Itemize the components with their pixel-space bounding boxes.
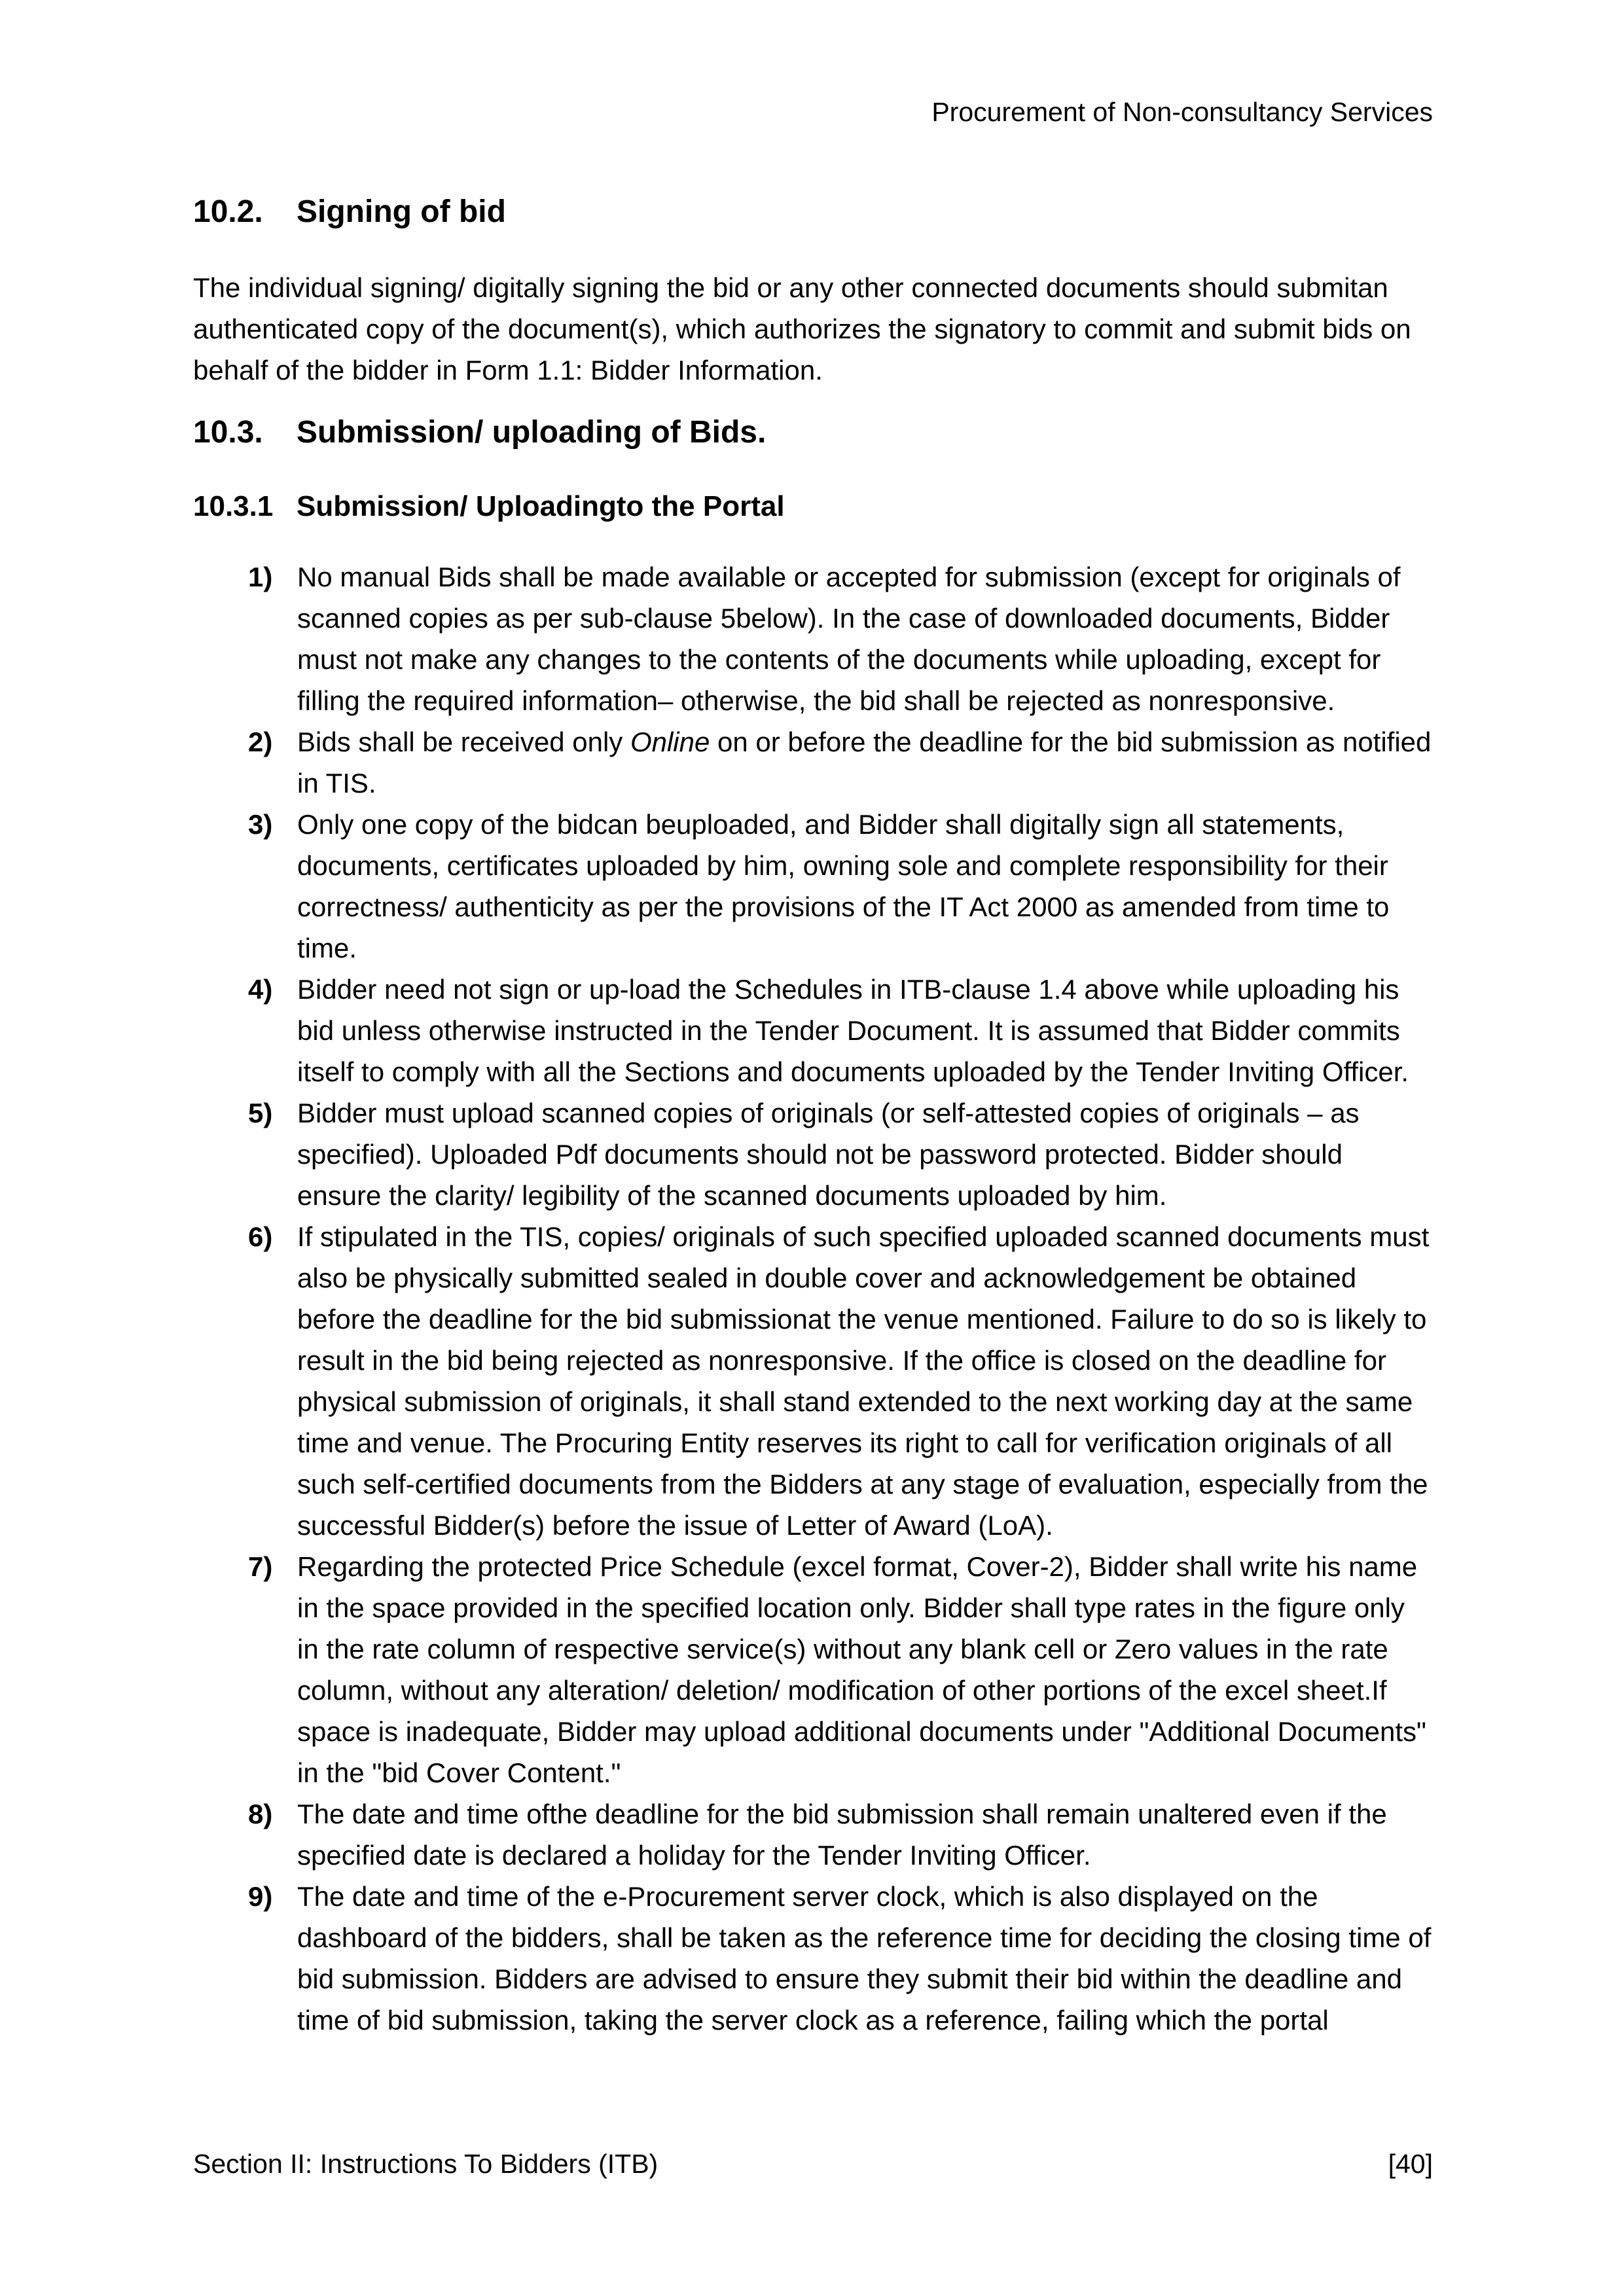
list-item-text	[297, 1092, 1433, 1216]
list-item	[193, 556, 1433, 721]
list-item-number: 1)	[248, 562, 273, 592]
list-item-text-italic-run: Online	[630, 726, 710, 757]
list-item-number: 3)	[248, 809, 273, 840]
heading-10-3-1	[193, 490, 1433, 524]
list-item-text-run: Bidder need not sign or up-load the Schedules in ITB-clause 1.4 above while uploading his bid unless otherwise instructed in the Tender Document. It is assumed that Bidder commits itself to comply with all the Sections and documents uploaded by the Tender Inviting Officer.	[297, 974, 1409, 1087]
list-item-number: 2)	[248, 726, 273, 757]
list-item-number: 4)	[248, 974, 273, 1005]
footer-section-label: Section II: Instructions To Bidders (ITB)	[193, 2149, 659, 2179]
list-item-text	[297, 1876, 1433, 2041]
list-item-text	[297, 556, 1433, 721]
list-item	[193, 1876, 1433, 2041]
heading-10-2-number: 10.2.	[193, 194, 263, 229]
list-item	[193, 721, 1433, 804]
heading-10-3	[193, 414, 1433, 452]
footer-page-number: [40]	[1388, 2149, 1433, 2179]
list-item-text-run: If stipulated in the TIS, copies/ originals of such specified uploaded scanned documents must also be physically submitted sealed in double cover and acknowledgement be obtained before the deadline for the bid submissionat the venue mentioned. Failure to do so is likely to result in the bid being rejected as nonresponsive. If the office is closed on the deadline for physical submission of originals, it shall stand extended to the next working day at the same time and venue. The Procuring Entity reserves its right to call for verification originals of all such self-certified documents from the Bidders at any stage of evaluation, especially from the successful Bidder(s) before the issue of Letter of Award (LoA).	[297, 1221, 1430, 1541]
paragraph-signing-of-bid: The individual signing/ digitally signing the bid or any other connected documents should submitan authenticated copy of the document(s), which authorizes the signatory to commit and submit bids on behalf of the bidder in Form 1.1: Bidder Information.	[193, 272, 1411, 386]
heading-10-3-title: Submission/ uploading of Bids.	[297, 415, 767, 450]
list-item-text	[297, 969, 1433, 1092]
list-item-text	[297, 1216, 1433, 1546]
heading-10-3-1-number: 10.3.1	[193, 490, 274, 522]
list-item-number: 8)	[248, 1799, 273, 1829]
list-item-text-run: on or before the deadline for the bid submission as notified in TIS.	[297, 726, 1432, 798]
list-item	[193, 1092, 1433, 1216]
list-item-text-run: Only one copy of the bidcan beuploaded, and Bidder shall digitally sign all statements, documents, certificates uploaded by him, owning sole and complete responsibility for their correctness/ authenticity as per the provisions of the IT Act 2000 as amended from time to time.	[297, 809, 1390, 963]
list-item	[193, 804, 1433, 969]
heading-10-3-1-title: Submission/ Uploadingto the Portal	[297, 490, 785, 522]
list-item-text-run: Bidder must upload scanned copies of originals (or self-attested copies of originals – as specified). Uploaded Pdf documents should not be password protected. Bidder should ensure the clarity/ legibility of the scanned documents uploaded by him.	[297, 1098, 1360, 1211]
list-item-number: 5)	[248, 1098, 273, 1128]
list-item	[193, 1793, 1433, 1876]
list-item	[193, 1216, 1433, 1546]
list-item-number: 9)	[248, 1881, 273, 1912]
list-item-text	[297, 1546, 1433, 1793]
list-item-text	[297, 804, 1433, 969]
list-item-text	[297, 721, 1433, 804]
list-item	[193, 969, 1433, 1092]
list-item-text-run: Regarding the protected Price Schedule (excel format, Cover-2), Bidder shall write his name in the space provided in the specified location only. Bidder shall type rates in the figure only in the rate column of respective service(s) without any blank cell or Zero values in the rate column, without any alteration/ deletion/ modification of other portions of the excel sheet.If space is inadequate, Bidder may upload additional documents under "Additional Documents" in the "bid Cover Content."	[297, 1551, 1426, 1788]
list-item-text-run: The date and time of the e-Procurement server clock, which is also displayed on the dashboard of the bidders, shall be taken as the reference time for deciding the closing time of bid submission. Bidders are advised to ensure they submit their bid within the deadline and time of bid submission, taking the server clock as a reference, failing which the portal	[297, 1881, 1432, 2036]
list-item-number: 6)	[248, 1221, 273, 1252]
heading-10-2-title: Signing of bid	[297, 194, 506, 229]
list-item-number: 7)	[248, 1551, 273, 1582]
numbered-list	[193, 556, 1433, 2041]
heading-10-3-number: 10.3.	[193, 415, 263, 450]
page-header	[193, 97, 1433, 127]
list-item-text-run: The date and time ofthe deadline for the bid submission shall remain unaltered even if the specified date is declared a holiday for the Tender Inviting Officer.	[297, 1799, 1387, 1871]
page-footer	[193, 2148, 1433, 2179]
list-item-text	[297, 1793, 1433, 1876]
list-item	[193, 1546, 1433, 1793]
heading-10-2	[193, 193, 1433, 231]
header-text: Procurement of Non-consultancy Services	[931, 97, 1433, 127]
page-content	[193, 193, 1433, 2041]
list-item-text-run: No manual Bids shall be made available or accepted for submission (except for originals of scanned copies as per sub-clause 5below). In the case of downloaded documents, Bidder must not make any changes to the contents of the documents while uploading, except for filling the required information– otherwise, the bid shall be rejected as nonresponsive.	[297, 562, 1401, 716]
list-item-text-run: Bids shall be received only	[297, 726, 630, 757]
